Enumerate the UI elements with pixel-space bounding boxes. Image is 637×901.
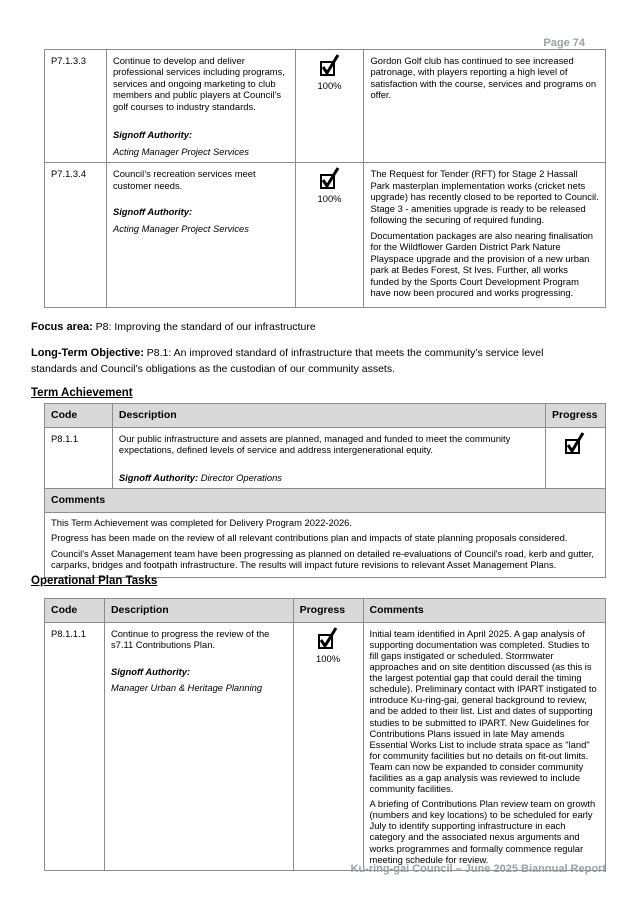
comment-paragraph: A briefing of Contributions Plan review team on growth (numbers and key locations) to be scheduled for early July to identify supporting infrastructure in each category and the associated nexus arguments and works programmes and formally commence regular meeting schedule for review. [369,798,596,865]
checked-box-icon [564,432,586,456]
signoff-label: Signoff Authority: [112,129,193,141]
progress-value: 100% [316,652,341,664]
task-code: P7.1.3.3 [45,50,107,163]
focus-area [31,320,576,336]
comment-paragraph: Progress has been made on the review of all relevant contributions plan and impacts of state planning proposals considered. [51,532,568,544]
signoff-name: Manager Urban & Heritage Planning [110,682,263,694]
signoff-name: Acting Manager Project Services [112,145,249,157]
focus-area-text: P8: Improving the standard of our infrastructure [95,321,316,333]
description-text: Council’s recreation services meet customer needs. [112,168,256,191]
focus-area-label: Focus area: [31,321,93,333]
comments-header: Comments [45,489,606,513]
achievement-code: P8.1.1 [45,427,113,488]
page-number: Page 74 [543,37,585,49]
column-header-progress: Progress [293,599,363,623]
comment-paragraph: Initial team identified in April 2025. A gap analysis of supporting documentation was completed. Studies to fill gaps instigated or scheduled. Stormwater approaches and on site dentition discussed (as this is the largest potential gap that could derail the timing schedule). Preliminary contact with IPART instigated to introduce Ku-ring-gai, general background to review, and be added to their list. List and dates of supporting studies to be submitted to IPART. New Guidelines for Contributions Plans issued in late May amends Essential Works List to include strata space as "land" for community facilities but no details on fit-out limits. Team can now be expanded to consider community facilities as a gap analysis was reviewed to include community facilities. [369,627,597,795]
column-header-description: Description [104,599,293,623]
column-header-progress: Progress [545,404,605,428]
progress-value: 100% [317,193,342,205]
task-description [106,50,295,163]
description-text: Our public infrastructure and assets are planned, managed and funded to meet the community expectations, defined levels of service and address intergenerational equity. [118,432,511,456]
column-header-comments: Comments [363,599,605,623]
column-header-code: Code [45,599,105,623]
page-footer: Ku-ring-gai Council – June 2025 Biannual Report [350,863,606,875]
long-term-objective [31,346,576,377]
task-description [106,163,295,308]
objective-label: Long-Term Objective: [31,347,144,359]
table-header-row [45,404,606,428]
progress-cell [293,622,363,870]
term-achievement-heading: Term Achievement [31,387,133,399]
comments-header-row [45,489,606,513]
comment-paragraph: Gordon Golf club has continued to see increased patronage, with players reporting a high level of satisfaction with the course, services and programs on offer. [370,55,597,101]
signoff-label: Signoff Authority: [118,471,199,483]
objective-text: P8.1: An improved standard of infrastructure that meets the community’s service level standards and Council’s obligations as the custodian of our community assets. [31,347,544,375]
signoff-name: Acting Manager Project Services [112,222,249,234]
progress-cell [295,50,364,163]
operational-plan-heading: Operational Plan Tasks [31,575,158,587]
signoff-label: Signoff Authority: [112,206,193,218]
progress-value: 100% [317,80,342,91]
table-row [45,427,606,488]
signoff-name: Director Operations [200,471,282,483]
task-comments [364,50,606,163]
table-row [45,50,606,163]
table-row [45,163,606,308]
progress-cell [295,163,364,308]
operational-plan-table [44,598,606,871]
task-comments [364,163,606,308]
description-text: Continue to progress the review of the s7.11 Contributions Plan. [110,627,270,651]
checked-box-icon [319,167,341,191]
comment-paragraph: The Request for Tender (RFT) for Stage 2 Hassall Park masterplan implementation works (cricket nets upgrade) has recently closed to be reported to Council. Stage 3 - amenities upgrade is ready to be released following the securing of required funding. [370,168,599,226]
signoff-label: Signoff Authority: [110,665,191,677]
task-description [104,622,293,870]
checked-box-icon [317,627,339,651]
comment-paragraph: Documentation packages are also nearing finalisation for the Wildflower Garden District Park Nature Playspace upgrade and the provision of a new urban park at Bedes Forest, St Ives. Further, all works funded by the Sports Court Development Program have now been procured and works progressing. [370,229,594,298]
achievement-comments [45,513,606,578]
progress-cell [545,427,605,488]
task-comments [363,622,605,870]
task-code: P8.1.1.1 [45,622,105,870]
checked-box-icon [319,54,341,78]
comment-paragraph: This Term Achievement was completed for Delivery Program 2022-2026. [51,517,352,528]
term-achievement-table [44,403,606,578]
comment-paragraph: Council's Asset Management team have been progressing as planned on detailed re-evaluations of Council's road, kerb and gutter, carparks, bridges and footpath infrastructure. The results will impact future revisions to relevant Asset Management Plans. [51,547,594,571]
table-row [45,622,606,870]
comments-row [45,513,606,578]
table-header-row [45,599,606,623]
column-header-code: Code [45,404,113,428]
task-code: P7.1.3.4 [45,163,107,308]
column-header-description: Description [112,404,545,428]
description-text: Continue to develop and deliver professional services including programs, services and ongoing marketing to club members and public players at Council’s golf courses to industry standards. [112,55,285,112]
top-task-table [44,49,606,308]
achievement-description [112,427,545,488]
